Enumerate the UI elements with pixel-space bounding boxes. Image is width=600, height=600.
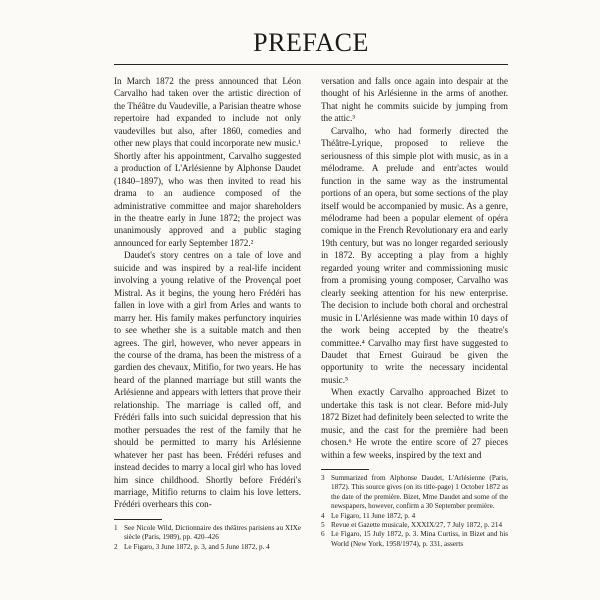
footnote-number: 6 xyxy=(321,530,325,539)
paragraph: versation and falls once again into despair at the thought of his Arlésienne in the arms of another. That night he commits suicide by jumping from the attic.³ xyxy=(321,76,508,124)
footnote-number: 2 xyxy=(114,542,118,551)
footnote-text: Le Figaro, 11 June 1872, p. 4 xyxy=(331,511,416,520)
footnote-number: 3 xyxy=(321,474,325,483)
footnote xyxy=(321,474,508,512)
footnote-number: 4 xyxy=(321,511,325,520)
paragraph: In March 1872 the press announced that Léon Carvalho had taken over the artistic direction of the Théâtre du Vaudeville, a Parisian theatre whose repertoire had expanded to include not only vaudevilles but also, after 1860, comedies and other new plays that could incorporate new music.¹ Shortly after his appointment, Carvalho suggested a production of L'Arlésienne by Alphonse Daudet (1840–1897), who was then invited to read his drama to an audience composed of the administrative committee and major shareholders in the theatre early in June 1872; the project was unanimously approved and a public staging announced for early September 1872.² xyxy=(114,76,301,248)
footnote xyxy=(114,524,301,543)
footnote xyxy=(114,543,301,552)
title-rule xyxy=(114,64,508,65)
footnote-rule xyxy=(114,519,162,520)
footnote xyxy=(321,512,508,521)
footnote-text: Revue et Gazette musicale, XXXIX/27, 7 July 1872, p. 214 xyxy=(331,521,503,530)
left-column xyxy=(114,75,301,552)
footnote xyxy=(321,530,508,549)
text-columns xyxy=(114,75,508,552)
footnote-text: Le Figaro, 15 July 1872, p. 3. Mina Curtiss, in Bizet and his World (New York, 1958/1974), p. 331, asserts xyxy=(331,530,508,548)
right-column xyxy=(321,75,508,552)
footnotes xyxy=(114,524,301,552)
paragraph: Daudet's story centres on a tale of love and suicide and was inspired by a real-life incident involving a young relative of the Provençal poet Mistral. As it begins, the young hero Frédéri has fallen in love with a girl from Arles and wants to marry her. His family makes perfunctory inquiries to see whether she is a suitable match and then agrees. The girl, however, who never appears in the course of the drama, has been the mistress of a gardien des chevaux, Mitifio, for two years. He has heard of the planned marriage but still wants the Arlésienne and appears with letters that prove their relationship. The marriage is called off, and Frédéri falls into such suicidal depression that his mother persuades the rest of the family that he should be permitted to marry his Arlésienne whatever her past has been. Frédéri refuses and instead decides to marry a local girl who has loved him since childhood. Shortly before Frédéri's marriage, Mitifio returns to claim his love letters. Frédéri overhears this con- xyxy=(114,250,301,510)
footnote-number: 5 xyxy=(321,521,325,530)
footnote-text: Summarized from Alphonse Daudet, L'Arlésienne (Paris, 1872). This source gives (on its title-page) 1 October 1872 as the date of the première. Bizet, Mme Daudet and some of the newspapers, however, confirm a 30 September première. xyxy=(331,474,508,511)
footnote-number: 1 xyxy=(114,523,118,532)
footnote-rule xyxy=(321,469,369,470)
paragraph: When exactly Carvalho approached Bizet to undertake this task is not clear. Before mid-July 1872 Bizet had definitely been selected to write the music, and the cast for the première had been chosen.⁶ He wrote the entire score of 27 pieces within a few weeks, inspired by the text and xyxy=(321,387,508,460)
paragraph: Carvalho, who had formerly directed the Théâtre-Lyrique, proposed to relieve the seriousness of this simple plot with music, as in a mélodrame. A prelude and entr'actes would function in the same way as the instrumental portions of an opera, but some sections of the play itself would be accompanied by music. As a genre, mélodrame had been a popular element of opéra comique in the French Revolutionary era and early 19th century, but was no longer regarded seriously in 1872. By accepting a play from a highly regarded young writer and commissioning music from a promising young composer, Carvalho was clearly seeking attention for his new enterprise. The decision to include both choral and orchestral music in L'Arlésienne was made within 10 days of the work being accepted by the theatre's committee.⁴ Carvalho may first have suggested to Daudet that Ernest Guiraud be given the opportunity to write the necessary incidental music.⁵ xyxy=(321,125,508,385)
page-title: PREFACE xyxy=(253,28,369,57)
footnotes xyxy=(321,474,508,549)
footnote-text: See Nicole Wild, Dictionnaire des théâtres parisiens au XIXe siècle (Paris, 1989), pp. 420–426 xyxy=(124,523,301,542)
footnote-text: Le Figaro, 3 June 1872, p. 3, and 5 June 1872, p. 4 xyxy=(124,542,270,551)
footnote xyxy=(321,521,508,530)
